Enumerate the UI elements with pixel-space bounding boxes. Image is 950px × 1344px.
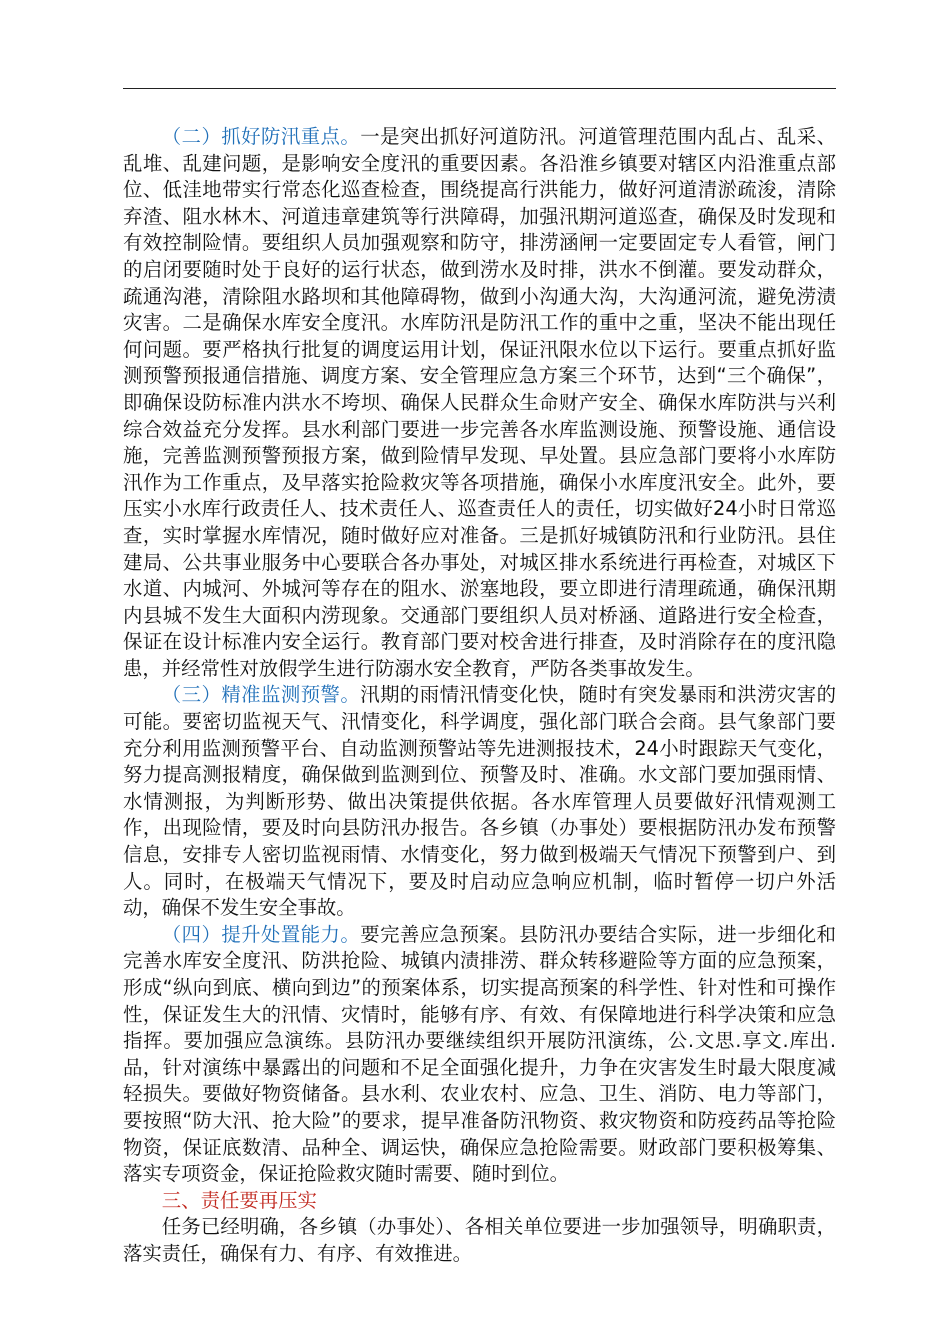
- subheading: （三）精准监测预警。: [161, 683, 361, 707]
- document-body: [123, 124, 836, 1268]
- paragraph-text: 要完善应急预案。县防汛办要结合实际，进一步细化和完善水库安全度汛、防洪抢险、城镇内渍排涝、群众转移避险等方面的应急预案，形成“纵向到底、横向到边”的预案体系，切实提高预案的科学性、针对性和可操作性，保证发生大的汛情、灾情时，能够有序、有效、有保障地进行科学决策和应急指挥。要加强应急演练。县防汛办要继续组织开展防汛演练，公.文思.享文.库出.品，针对演练中暴露出的问题和不足全面强化提升，力争在灾害发生时最大限度减轻损失。要做好物资储备。县水利、农业农村、应急、卫生、消防、电力等部门，要按照“防大汛、抢大险”的要求，提早准备防汛物资、救灾物资和防疫药品等抢险物资，保证底数清、品种全、调运快，确保应急抢险需要。财政部门要积极筹集、落实专项资金，保证抢险救灾随时需要、随时到位。: [123, 922, 837, 1186]
- section-heading: 三、责任要再压实: [161, 1188, 317, 1212]
- header-rule: [123, 88, 836, 89]
- paragraph-text: 一是突出抓好河道防汛。河道管理范围内乱占、乱采、乱堆、乱建问题，是影响安全度汛的重要因素。各沿淮乡镇要对辖区内沿淮重点部位、低洼地带实行常态化巡查检查，围绕提高行洪能力，做好河道清淤疏浚，清除弃渣、阻水林木、河道违章建筑等行洪障碍，加强汛期河道巡查，确保及时发现和有效控制险情。要组织人员加强观察和防守，排涝涵闸一定要固定专人看管，闸门的启闭要随时处于良好的运行状态，做到涝水及时排，洪水不倒灌。要发动群众，疏通沟港，清除阻水路坝和其他障碍物，做到小沟通大沟，大沟通河流，避免涝渍灾害。二是确保水库安全度汛。水库防汛是防汛工作的重中之重，坚决不能出现任何问题。要严格执行批复的调度运用计划，保证汛限水位以下运行。要重点抓好监测预警预报通信措施、调度方案、安全管理应急方案三个环节，达到“三个确保”，即确保设防标准内洪水不垮坝、确保人民群众生命财产安全、确保水库防洪与兴利综合效益充分发挥。县水利部门要进一步完善各水库监测设施、预警设施、通信设施，完善监测预警预报方案，做到险情早发现、早处置。县应急部门要将小水库防汛作为工作重点，及早落实抢险救灾等各项措施，确保小水库度汛安全。此外，要压实小水库行政责任人、技术责任人、巡查责任人的责任，切实做好24小时日常巡查，实时掌握水库情况，随时做好应对准备。三是抓好城镇防汛和行业防汛。县住建局、公共事业服务中心要联合各办事处，对城区排水系统进行再检查，对城区下水道、内城河、外城河等存在的阻水、淤塞地段，要立即进行清理疏通，确保汛期内县城不发生大面积内涝现象。交通部门要组织人员对桥涵、道路进行安全检查，保证在设计标准内安全运行。教育部门要对校舍进行排查，及时消除存在的度汛隐患，并经常性对放假学生进行防溺水安全教育，严防各类事故发生。: [123, 125, 837, 680]
- paragraph-flood-key-points: [123, 124, 836, 682]
- paragraph-monitoring-warning: [123, 682, 836, 921]
- paragraph-text: 汛期的雨情汛情变化快，随时有突发暴雨和洪涝灾害的可能。要密切监视天气、汛情变化，科学调度，强化部门联合会商。县气象部门要充分利用监测预警平台、自动监测预警站等先进测报技术，24小时跟踪天气变化，努力提高测报精度，确保做到监测到位、预警及时、准确。水文部门要加强雨情、水情测报，为判断形势、做出决策提供依据。各水库管理人员要做好汛情观测工作，出现险情，要及时向县防汛办报告。各乡镇（办事处）要根据防汛办发布预警信息，安排专人密切监视雨情、水情变化，努力做到极端天气情况下预警到户、到人。同时，在极端天气情况下，要及时启动应急响应机制，临时暂停一切户外活动，确保不发生安全事故。: [123, 683, 837, 920]
- paragraph-responsibility: 任务已经明确，各乡镇（办事处）、各相关单位要进一步加强领导，明确职责，落实责任，确保有力、有序、有效推进。: [123, 1215, 836, 1265]
- subheading: （二）抓好防汛重点。: [161, 125, 361, 148]
- paragraph-response-capability: [123, 922, 836, 1188]
- subheading: （四）提升处置能力。: [161, 922, 361, 946]
